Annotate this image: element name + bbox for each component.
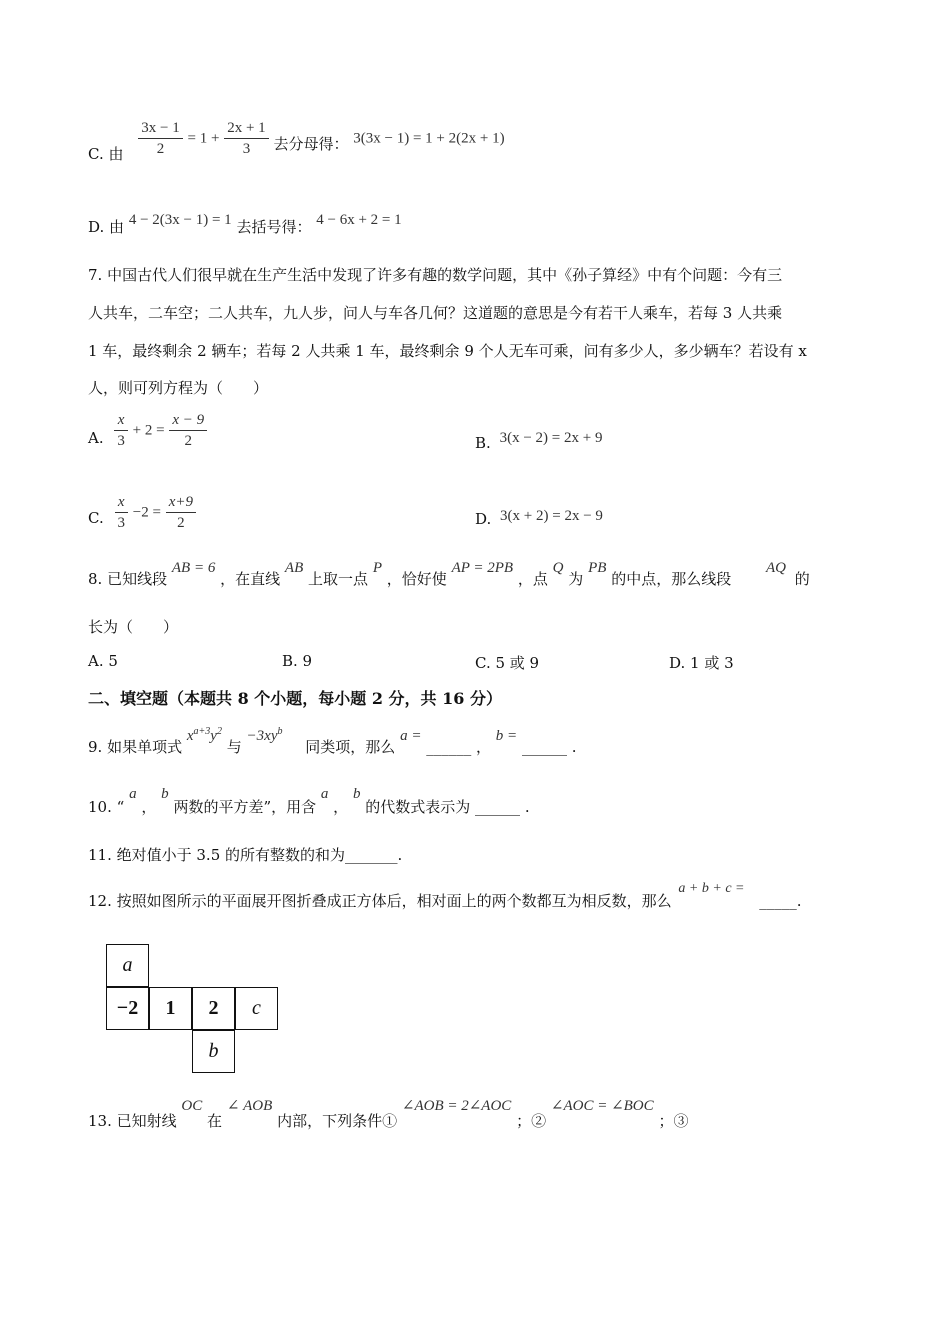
q7-a-fraction-2: $\frac{x - 9}{2}$	[169, 410, 207, 451]
q7-d-expr: 3(x + 2) = 2x − 9	[500, 508, 603, 524]
q8-option-c: C. 5 或 9	[475, 654, 540, 672]
q7-c-fraction-1: $\frac{x}{3}$	[115, 492, 129, 533]
q13-text-1: 13. 已知射线	[88, 1112, 177, 1130]
net-cell-row-3: 2	[192, 987, 235, 1030]
q13-text-2: 在	[207, 1112, 223, 1130]
q9-monomial-1: $x^{a+3}y^2$	[186, 726, 222, 744]
q7-option-d	[475, 506, 603, 528]
q8-text-7: 的中点，那么线段	[611, 570, 732, 588]
q7-line-4: 人，则可列方程为（ ）	[88, 379, 269, 397]
q13-text-5: ；③	[658, 1112, 689, 1130]
q6-option-d	[88, 208, 402, 236]
q8-math-3: P	[372, 560, 382, 576]
q10-math-a: a	[129, 786, 137, 802]
q13-math-1: OC	[181, 1098, 203, 1114]
q9-monomial-2: $-3xy^b$	[246, 726, 283, 744]
q8-stem	[88, 556, 810, 588]
q12-stem	[88, 876, 802, 910]
q8-math-7: AQ	[765, 560, 786, 576]
q6-d-expr: 4 − 2(3x − 1) = 1	[128, 212, 232, 228]
q9-blank-b[interactable]: ______	[521, 738, 567, 756]
q13-stem	[88, 1094, 689, 1130]
q7-c-label: C.	[88, 508, 104, 527]
q12-text: 12. 按照如图所示的平面展开图折叠成正方体后，相对面上的两个数都互为相反数，那么	[88, 892, 672, 910]
q7-option-b	[475, 428, 603, 452]
q7-d-label: D.	[475, 510, 492, 528]
q6-c-action: 去分母得：	[273, 134, 349, 153]
q7-c-mid: −2 =	[132, 504, 161, 521]
q6-c-label: C. 由	[88, 144, 124, 163]
q9-text-4: ，	[476, 738, 492, 756]
q7-a-mid: + 2 =	[132, 422, 165, 439]
q8-text-8: 的	[794, 570, 810, 588]
q10-text-1: 10. “	[88, 798, 125, 816]
q10-text-2: ，	[141, 798, 157, 816]
q12-blank[interactable]: _____	[759, 892, 797, 910]
q6-c-result: 3(3x − 1) = 1 + 2(2x + 1)	[353, 130, 505, 147]
q10-blank[interactable]: ______	[475, 798, 521, 816]
q9-text-3: 同类项，那么	[305, 738, 396, 756]
q6-c-fraction-2: $\frac{2x + 1}{3}$	[224, 118, 268, 159]
q8-text-2: ，在直线	[220, 570, 281, 588]
q8-math-4: AP = 2PB	[451, 560, 514, 576]
q8-math-2: AB	[284, 560, 304, 576]
q7-line-2: 人共车，二车空；二人共车，九人步，问人与车各几何？这道题的意思是今有若干人乘车，若每 3 人共乘	[88, 304, 783, 322]
q9-text-2: 与	[226, 738, 242, 756]
q9-text-5: .	[571, 738, 577, 756]
q6-c-mid: = 1 +	[187, 130, 220, 147]
q8-line-2: 长为（ ）	[88, 618, 179, 636]
q13-text-4: ；②	[516, 1112, 547, 1130]
q7-b-expr: 3(x − 2) = 2x + 9	[499, 430, 603, 446]
q8-option-d: D. 1 或 3	[669, 654, 734, 672]
q11-stem	[88, 844, 402, 865]
q8-text-5: ，点	[517, 570, 548, 588]
q6-option-c	[88, 118, 505, 163]
q8-text-1: 8. 已知线段	[88, 570, 168, 588]
net-cell-bottom: b	[192, 1030, 235, 1073]
q7-a-label: A.	[88, 428, 104, 447]
q9-blank-a[interactable]: ______	[426, 738, 472, 756]
q8-text-6: 为	[568, 570, 584, 588]
q7-c-fraction-2: $\frac{x+9}{2}$	[166, 492, 196, 533]
q10-stem	[88, 782, 530, 816]
q9-math-b: b =	[495, 728, 518, 744]
cube-net	[106, 944, 278, 1074]
q6-d-action: 去括号得：	[236, 218, 312, 236]
q7-option-c	[88, 492, 196, 533]
q9-stem	[88, 724, 577, 756]
q10-text-4: ，	[333, 798, 349, 816]
q7-option-a	[88, 410, 207, 451]
q10-math-b: b	[161, 786, 169, 802]
q13-math-2: ∠ AOB	[226, 1098, 273, 1114]
q10-math-b2: b	[352, 786, 361, 802]
q8-option-b: B. 9	[282, 652, 313, 670]
q10-math-a2: a	[320, 786, 329, 802]
q7-line-1: 7. 中国古代人们很早就在生产生活中发现了许多有趣的数学问题，其中《孙子算经》中有个问题：今有三	[88, 266, 783, 284]
q13-text-3: 内部，下列条件①	[277, 1112, 398, 1130]
q7-b-label: B.	[475, 434, 491, 452]
q8-math-5: Q	[552, 560, 564, 576]
net-cell-top: a	[106, 944, 149, 987]
q8-option-a: A. 5	[88, 652, 118, 670]
q13-math-4: ∠AOC = ∠BOC	[550, 1098, 654, 1114]
q9-text-1: 9. 如果单项式	[88, 738, 183, 756]
q10-text-5: 的代数式表示为	[365, 798, 471, 816]
net-cell-row-1: −2	[106, 987, 149, 1030]
net-cell-row-2: 1	[149, 987, 192, 1030]
q12-end: .	[796, 892, 802, 910]
section-heading: 二、填空题（本题共 8 个小题，每小题 2 分，共 16 分）	[88, 689, 502, 708]
q8-math-1: AB = 6	[171, 560, 216, 576]
q8-text-3: 上取一点	[308, 570, 369, 588]
q13-math-3: ∠AOB = 2∠AOC	[401, 1098, 512, 1114]
q6-d-result: 4 − 6x + 2 = 1	[316, 212, 402, 228]
q8-math-6: PB	[588, 560, 607, 576]
net-cell-row-4: c	[235, 987, 278, 1030]
q10-text-3: 两数的平方差”，用含	[173, 798, 317, 816]
q7-line-3: 1 车，最终剩余 2 辆车；若每 2 人共乘 1 车，最终剩余 9 个人无车可乘，问有多少人，多少辆车？若设有 x	[88, 342, 807, 360]
q10-text-6: .	[524, 798, 530, 816]
q6-c-fraction-1: $\frac{3x - 1}{2}$	[138, 118, 182, 159]
q7-a-fraction-1: $\frac{x}{3}$	[114, 410, 128, 451]
q9-math-a: a =	[400, 728, 422, 744]
q6-d-label: D. 由	[88, 218, 125, 236]
q11-text: 11. 绝对值小于 3.5 的所有整数的和为	[88, 846, 346, 864]
q11-end: .	[397, 846, 403, 864]
q11-blank[interactable]: _______	[345, 846, 398, 864]
q12-expr: a + b + c =	[678, 881, 745, 896]
q8-text-4: ，恰好使	[386, 570, 447, 588]
